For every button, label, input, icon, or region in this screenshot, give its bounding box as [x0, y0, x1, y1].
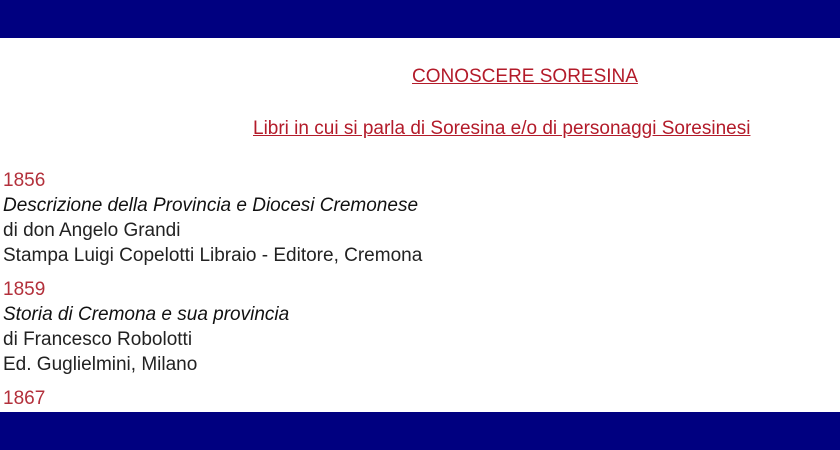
- top-frame-bar: [0, 0, 840, 38]
- book-author: di don Angelo Grandi: [3, 220, 181, 241]
- book-author: di Francesco Robolotti: [3, 329, 193, 350]
- bottom-frame-bar: [0, 412, 840, 450]
- book-publisher: Ed. Guglielmini, Milano: [3, 354, 198, 375]
- book-entry: [3, 277, 422, 377]
- book-entry: [3, 386, 422, 411]
- book-list: [3, 168, 422, 412]
- book-publisher: Stampa Luigi Copelotti Libraio - Editore, Cremona: [3, 245, 423, 266]
- page-content: [0, 38, 840, 412]
- site-title-link[interactable]: CONOSCERE SORESINA: [412, 66, 638, 87]
- book-entry: [3, 168, 422, 268]
- book-title: Descrizione della Provincia e Diocesi Cremonese: [3, 195, 419, 216]
- book-year: 1856: [3, 170, 46, 191]
- book-title: Storia di Cremona e sua provincia: [3, 304, 290, 325]
- book-year: 1867: [3, 388, 46, 409]
- books-section-link[interactable]: Libri in cui si parla di Soresina e/o di personaggi Soresinesi: [253, 118, 751, 139]
- book-year: 1859: [3, 279, 46, 300]
